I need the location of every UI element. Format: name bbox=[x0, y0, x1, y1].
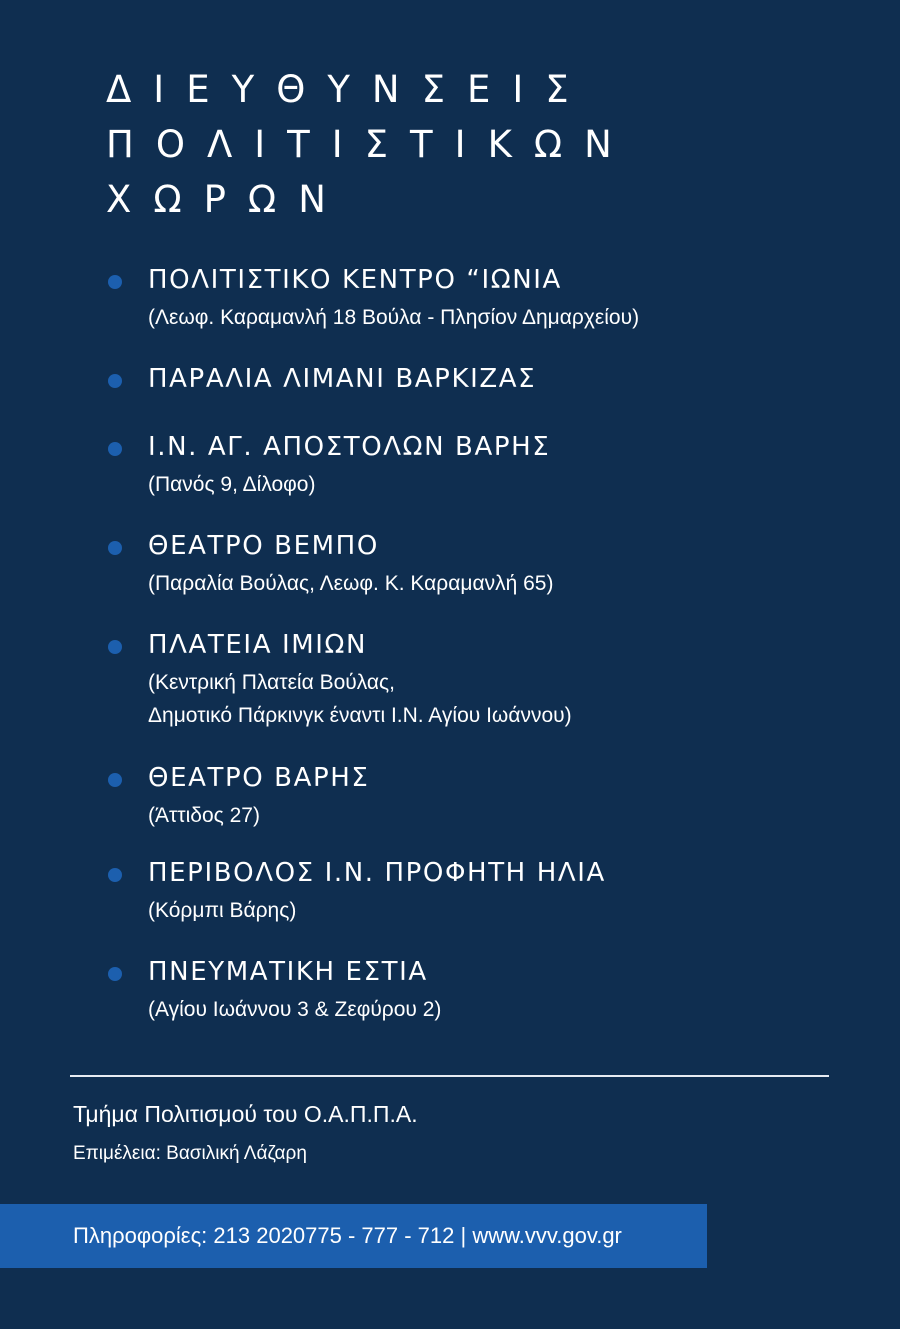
venue-address bbox=[148, 468, 315, 501]
venue-address bbox=[148, 301, 639, 334]
venue-address bbox=[148, 666, 572, 732]
venue-address-line: Δημοτικό Πάρκινγκ έναντι Ι.Ν. Αγίου Ιωάννου) bbox=[148, 704, 572, 727]
bullet-icon bbox=[108, 868, 122, 882]
venue-address bbox=[148, 567, 553, 600]
venue-address-line: (Λεωφ. Καραμανλή 18 Βούλα - Πλησίον Δημαρχείου) bbox=[148, 306, 640, 329]
title-line: ΔΙΕΥΘΥΝΣΕΙΣ bbox=[106, 68, 591, 111]
venue-name: ΠΑΡΑΛΙΑ ΛΙΜΑΝΙ ΒΑΡΚΙΖΑΣ bbox=[148, 364, 537, 394]
editor-credit: Επιμέλεια: Βασιλική Λάζαρη bbox=[73, 1143, 307, 1164]
venue-name: ΠΝΕΥΜΑΤΙΚΗ ΕΣΤΙΑ bbox=[148, 957, 428, 987]
venue-address-line: (Αγίου Ιωάννου 3 & Ζεφύρου 2) bbox=[148, 998, 442, 1021]
venue-address-line: (Παραλία Βούλας, Λεωφ. Κ. Καραμανλή 65) bbox=[148, 572, 554, 595]
bullet-icon bbox=[108, 640, 122, 654]
venue-address bbox=[148, 799, 260, 832]
bullet-icon bbox=[108, 442, 122, 456]
bullet-icon bbox=[108, 773, 122, 787]
venue-address bbox=[148, 894, 296, 927]
venue-address bbox=[148, 993, 441, 1026]
venue-address-line: (Κεντρική Πλατεία Βούλας, bbox=[148, 671, 396, 694]
venue-address-line: (Κόρμπι Βάρης) bbox=[148, 899, 297, 922]
title-line: ΧΩΡΩΝ bbox=[106, 178, 348, 221]
bullet-icon bbox=[108, 541, 122, 555]
bullet-icon bbox=[108, 275, 122, 289]
divider bbox=[70, 1075, 829, 1077]
info-bar bbox=[0, 1204, 707, 1268]
venue-name: ΠΕΡΙΒΟΛΟΣ Ι.Ν. ΠΡΟΦΗΤΗ ΗΛΙΑ bbox=[148, 858, 606, 888]
title-line: ΠΟΛΙΤΙΣΤΙΚΩΝ bbox=[106, 123, 634, 166]
contact-info: Πληροφορίες: 213 2020775 - 777 - 712 | www.vvv.gov.gr bbox=[73, 1223, 622, 1248]
bullet-icon bbox=[108, 967, 122, 981]
venue-name: ΘΕΑΤΡΟ ΒΕΜΠΟ bbox=[148, 531, 379, 561]
venue-name: ΠΟΛΙΤΙΣΤΙΚΟ ΚΕΝΤΡΟ “ΙΩΝΙΑ bbox=[148, 265, 562, 295]
venue-name: Ι.Ν. ΑΓ. ΑΠΟΣΤΟΛΩΝ ΒΑΡΗΣ bbox=[148, 432, 551, 462]
venue-address-line: (Άττιδος 27) bbox=[148, 804, 260, 827]
venue-address-line: (Πανός 9, Δίλοφο) bbox=[148, 473, 316, 496]
bullet-icon bbox=[108, 374, 122, 388]
venue-name: ΠΛΑΤΕΙΑ ΙΜΙΩΝ bbox=[148, 630, 368, 660]
venue-name: ΘΕΑΤΡΟ ΒΑΡΗΣ bbox=[148, 763, 370, 793]
department-name: Τμήμα Πολιτισμού του Ο.Α.Π.Π.Α. bbox=[73, 1101, 418, 1127]
